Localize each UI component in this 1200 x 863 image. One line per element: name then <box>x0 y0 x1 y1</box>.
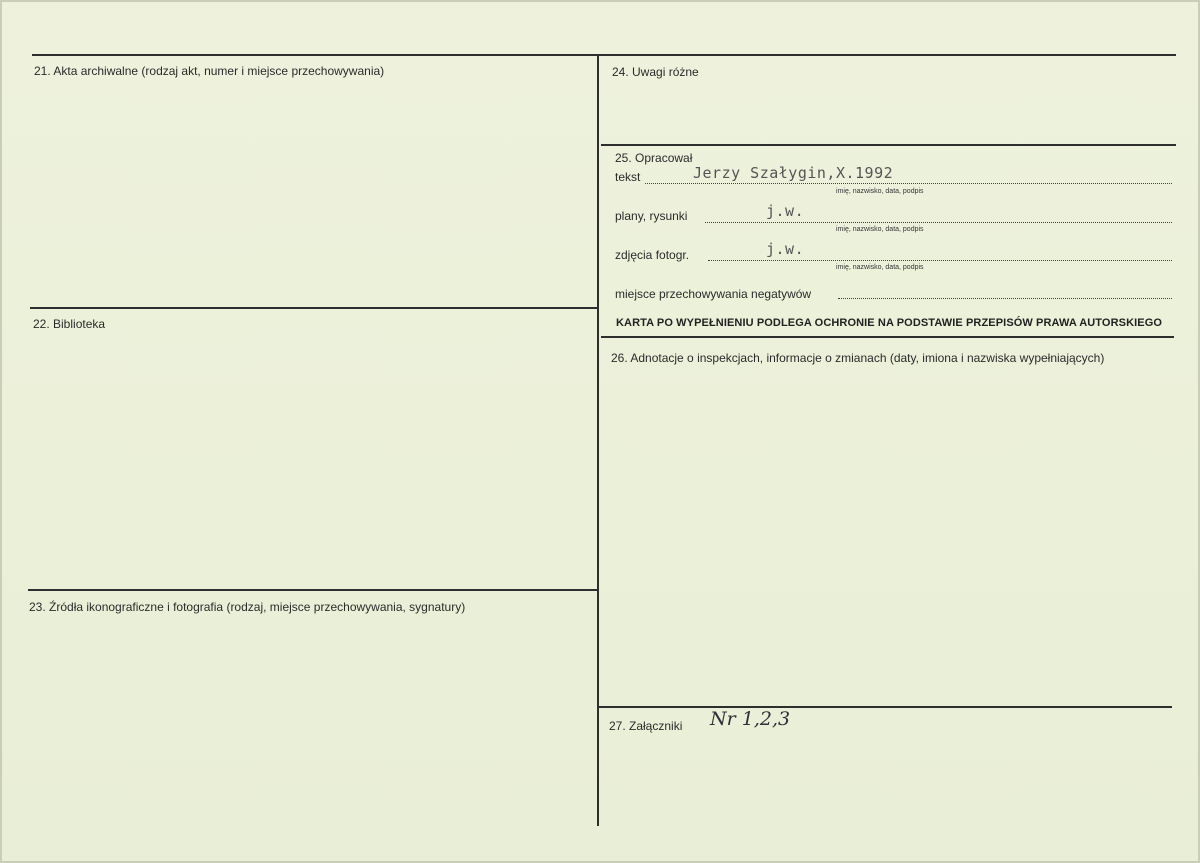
zdjecia-value: j.w. <box>766 240 805 258</box>
negatywy-label: miejsce przechowywania negatywów <box>615 287 812 301</box>
zalaczniki-value: Nr 1,2,3 <box>710 708 791 730</box>
zdjecia-label: zdjęcia fotogr. <box>615 248 690 262</box>
zdjecia-sublabel: imię, nazwisko, data, podpis <box>836 264 924 271</box>
copyright-notice: KARTA PO WYPEŁNIENIU PODLEGA OCHRONIE NA PODSTAWIE PRZEPISÓW PRAWA AUTORSKIEGO <box>616 317 1163 329</box>
center-divider <box>597 54 599 826</box>
negatywy-line <box>838 298 1172 299</box>
tekst-sublabel: imię, nazwisko, data, podpis <box>836 188 924 195</box>
field-26-label: 26. Adnotacje o inspekcjach, informacje o zmianach (daty, imiona i nazwiska wypełniających) <box>611 351 1105 365</box>
rule-25-26 <box>601 336 1174 338</box>
plany-line <box>705 222 1172 223</box>
field-27-label: 27. Załączniki <box>609 719 683 733</box>
plany-label: plany, rysunki <box>615 209 688 223</box>
field-21-label: 21. Akta archiwalne (rodzaj akt, numer i miejsce przechowywania) <box>34 64 385 78</box>
rule-21-22 <box>30 307 597 309</box>
zdjecia-line <box>708 260 1172 261</box>
rule-22-23 <box>28 589 597 591</box>
field-23-label: 23. Źródła ikonograficzne i fotografia (rodzaj, miejsce przechowywania, sygnatury) <box>29 600 466 614</box>
tekst-value: Jerzy Szałygin,X.1992 <box>693 164 894 182</box>
rule-24-25 <box>601 144 1176 146</box>
tekst-line <box>645 183 1172 184</box>
field-25-label: 25. Opracował <box>615 151 693 165</box>
plany-value: j.w. <box>766 202 805 220</box>
top-rule <box>32 54 1176 56</box>
field-24-label: 24. Uwagi różne <box>612 65 699 79</box>
plany-sublabel: imię, nazwisko, data, podpis <box>836 226 924 233</box>
field-22-label: 22. Biblioteka <box>33 317 106 331</box>
rule-26-27 <box>599 706 1172 708</box>
tekst-label: tekst <box>615 170 641 184</box>
